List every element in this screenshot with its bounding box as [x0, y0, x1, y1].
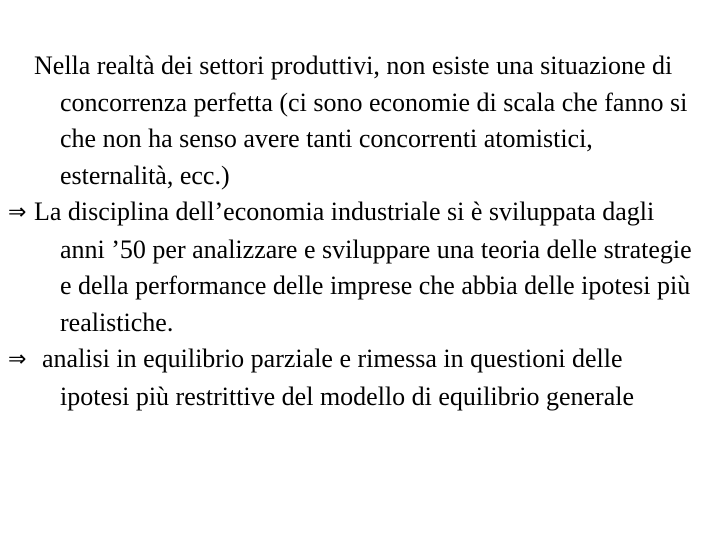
slide-text-body — [8, 48, 694, 415]
paragraph-disciplina: ⇒ La disciplina dell’economia industriale si è sviluppata dagli anni ’50 per analizzare e sviluppare una teoria delle strategie e della performance delle imprese che abbia delle ipotesi più realistiche. — [8, 197, 692, 337]
paragraph-text: La disciplina dell’economia industriale si è sviluppata dagli anni ’50 per analizzare e sviluppare una teoria delle strategie e della performance delle imprese che abbia delle ipotesi più realistiche. — [34, 197, 692, 337]
paragraph-concorrenza — [34, 48, 694, 194]
paragraph-text: analisi in equilibrio parziale e rimessa in questioni delle ipotesi più restrittive del modello di equilibrio generale — [42, 344, 635, 411]
paragraph-analisi: ⇒ analisi in equilibrio parziale e rimessa in questioni delle ipotesi più restrittive del modello di equilibrio generale — [8, 344, 635, 411]
paragraph-text: Nella realtà dei settori produttivi, non esiste una situazione di concorrenza perfetta (ci sono economie di scala che fanno si che non ha senso avere tanti concorrenti atomistici, esternalità, ecc.) — [34, 51, 688, 190]
